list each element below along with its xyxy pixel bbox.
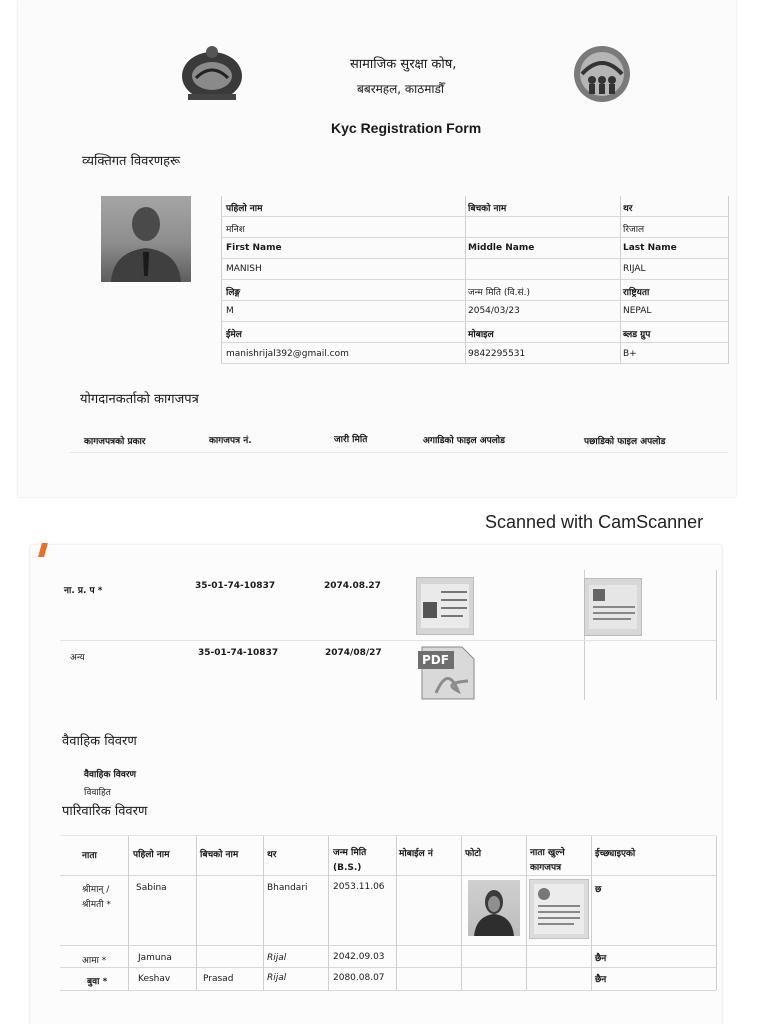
family-header-mobile: मोबाईल नं [399, 849, 433, 859]
family-row-2-last-name: Rijal [267, 953, 287, 963]
family-row-3-middle-name: Prasad [203, 974, 234, 984]
last-name-label: Last Name [623, 243, 677, 253]
family-header-middle-name: बिचको नाम [200, 850, 239, 860]
family-row-1-nominee: छ [595, 885, 602, 895]
family-heading: पारिवारिक विवरण [62, 804, 148, 819]
pdf-file-icon[interactable] [418, 645, 476, 701]
family-row-2-first-name: Jamuna [138, 953, 172, 963]
first-name-value: MANISH [226, 264, 262, 274]
doc-header-type: कागजपत्रको प्रकार [84, 437, 146, 447]
doc-row-1-date: 2074.08.27 [324, 581, 381, 591]
doc-header-back: पछाडिको फाइल अपलोड [584, 437, 666, 447]
family-row-2-dob: 2042.09.03 [333, 952, 385, 962]
first-name-np-value: मनिश [226, 225, 245, 235]
dob-value: 2054/03/23 [468, 306, 520, 316]
doc-row-1-type: ना. प्र. प * [64, 586, 103, 596]
email-value: manishrijal392@gmail.com [226, 349, 349, 359]
mobile-value: 9842295531 [468, 349, 526, 359]
family-header-relation-doc: नाता खुल्ने कागजपत्र [530, 848, 565, 873]
family-row-1-first-name: Sabina [136, 883, 167, 893]
nationality-value: NEPAL [623, 306, 652, 316]
pdf-icon-label: PDF [422, 653, 449, 667]
family-row-3-last-name: Rijal [267, 973, 287, 983]
family-header-last-name: थर [267, 850, 277, 860]
family-header-first-name: पहिलो नाम [133, 850, 170, 860]
last-name-value: RIJAL [623, 264, 646, 274]
last-name-np-label: थर [623, 204, 633, 214]
doc-header-front: अगाडिको फाइल अपलोड [423, 436, 505, 446]
doc-row-2-type: अन्य [70, 653, 85, 663]
doc-header-number: कागजपत्र नं. [209, 436, 252, 446]
family-header-dob: जन्म मिति (B.S.) [333, 848, 367, 873]
doc-row-2-date: 2074/08/27 [325, 648, 382, 658]
form-title: Kyc Registration Form [331, 120, 482, 136]
blood-group-label: ब्लड ग्रुप [623, 330, 651, 340]
family-row-1-dob: 2053.11.06 [333, 882, 385, 892]
citizenship-front-thumbnail[interactable] [416, 577, 474, 635]
gender-label: लिङ्ग [226, 288, 241, 298]
mobile-label: मोबाइल [468, 330, 494, 340]
last-name-np-value: रिजाल [623, 225, 645, 235]
ssf-logo [570, 44, 634, 104]
family-row-3-relation: बुवा * [87, 977, 108, 987]
marriage-certificate-thumbnail[interactable] [529, 879, 589, 939]
family-row-2-relation: आमा * [82, 956, 107, 966]
gender-value: M [226, 306, 234, 316]
doc-row-1-number: 35-01-74-10837 [195, 581, 276, 591]
email-label: ईमेल [226, 330, 242, 340]
marital-status-value: विवाहित [84, 788, 111, 798]
spouse-photo[interactable] [468, 880, 520, 936]
first-name-label: First Name [226, 243, 282, 253]
blood-group-value: B+ [623, 349, 637, 359]
middle-name-np-label: बिचको नाम [468, 204, 507, 214]
family-row-3-first-name: Keshav [138, 974, 171, 984]
first-name-np-label: पहिलो नाम [226, 204, 263, 214]
doc-header-date: जारी मिति [334, 435, 368, 445]
documents-heading: योगदानकर्ताको कागजपत्र [80, 392, 199, 407]
family-row-1-last-name: Bhandari [267, 883, 308, 893]
nationality-label: राष्ट्रियता [623, 288, 650, 298]
family-row-3-nominee: छैन [595, 975, 607, 985]
org-address: बबरमहल, काठमाडौँ [357, 82, 445, 96]
family-row-1-relation: श्रीमान् / श्रीमती * [82, 885, 111, 910]
marital-heading: वैवाहिक विवरण [62, 734, 137, 749]
family-header-nominee: ईच्छ्याइएको [595, 849, 636, 859]
family-row-2-nominee: छैन [595, 954, 607, 964]
dob-label: जन्म मिति (वि.सं.) [468, 288, 530, 298]
middle-name-label: Middle Name [468, 243, 535, 253]
family-header-relation: नाता [82, 851, 97, 861]
profile-photo [101, 196, 191, 282]
doc-row-2-number: 35-01-74-10837 [198, 648, 279, 658]
personal-details-heading: व्यक्तिगत विवरणहरू [82, 154, 181, 169]
marital-status-label: वैवाहिक विवरण [84, 770, 137, 780]
nepal-emblem-logo [178, 42, 246, 104]
family-header-photo: फोटो [465, 849, 482, 859]
camscanner-watermark: Scanned with CamScanner [485, 512, 704, 532]
family-row-3-dob: 2080.08.07 [333, 973, 385, 983]
org-name: सामाजिक सुरक्षा कोष, [350, 57, 457, 72]
citizenship-back-thumbnail[interactable] [584, 578, 642, 636]
